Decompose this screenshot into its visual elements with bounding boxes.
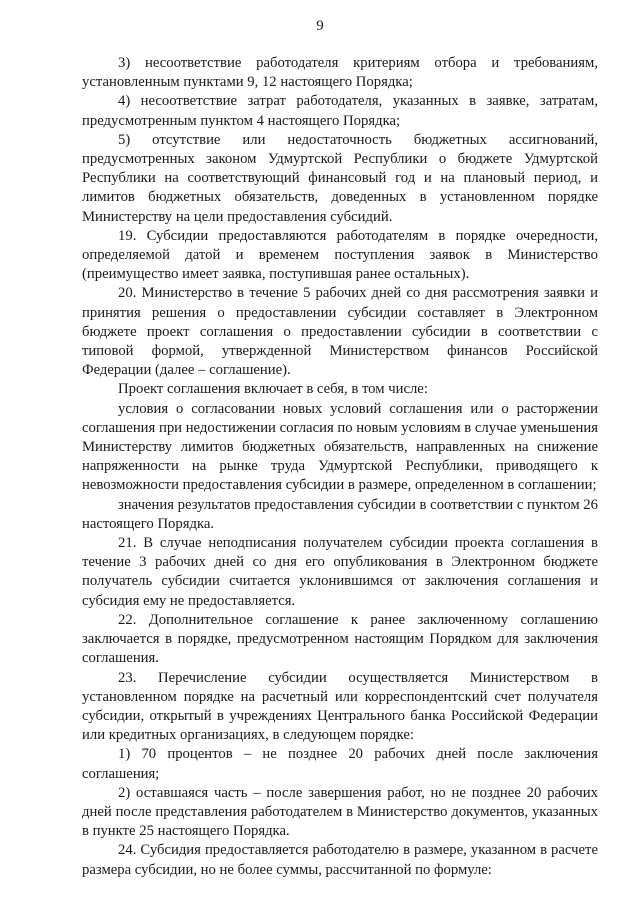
paragraph-item-4: 4) несоответствие затрат работодателя, указанных в заявке, затратам, предусмотренным пунктом 4 настоящего Порядка;	[82, 93, 598, 129]
page-number: 9	[316, 18, 324, 34]
paragraph-payment-1: 1) 70 процентов – не позднее 20 рабочих дней после заключения соглашения;	[82, 746, 598, 782]
paragraph-agreement-conditions: условия о согласовании новых условий соглашения или о расторжении соглашения при недостижении согласия по новым условиям в случае уменьшения Министерству лимитов бюджетных обязательств, направленных на снижение напряженности на рынке труда Удмуртской Республики, приводящего к невозможности предоставления субсидии в размере, определенном в соглашении;	[82, 400, 599, 494]
paragraph-item-5: 5) отсутствие или недостаточность бюджетных ассигнований, предусмотренных законом Удмуртской Республики о бюджете Удмуртской Республики на соответствующий финансовый год и на плановый период, и лимитов бюджетных обязательств, доведенных в установленном порядке Министерству на цели предоставления субсидий.	[82, 131, 598, 225]
paragraph-21: 21. В случае неподписания получателем субсидии проекта соглашения в течение 3 рабочих дней со дня его опубликования в Электронном бюджете получатель субсидии считается уклонившимся от заключения соглашения и субсидия ему не предоставляется.	[82, 535, 598, 609]
paragraph-payment-2: 2) оставшаяся часть – после завершения работ, но не позднее 20 рабочих дней после представления работодателем в Министерство документов, указанных в пункте 25 настоящего Порядка.	[82, 784, 598, 840]
paragraph-19: 19. Субсидии предоставляются работодателям в порядке очередности, определяемой датой и временем поступления заявок в Министерство (преимущество имеет заявка, поступившая ранее остальных).	[82, 227, 598, 283]
paragraph-24: 24. Субсидия предоставляется работодателю в размере, указанном в расчете размера субсидии, но не более суммы, рассчитанной по формуле:	[82, 842, 598, 878]
paragraph-item-3: 3) несоответствие работодателя критериям отбора и требованиям, установленным пунктами 9, 12 настоящего Порядка;	[82, 55, 598, 91]
paragraph-22: 22. Дополнительное соглашение к ранее заключенному соглашению заключается в порядке, предусмотренном настоящим Порядком для заключения соглашения.	[82, 611, 598, 667]
paragraph-23: 23. Перечисление субсидии осуществляется Министерством в установленном порядке на расчетный или корреспондентский счет получателя субсидии, открытый в учреждениях Центрального банка Российской Федерации или кредитных организациях, в следующем порядке:	[82, 669, 598, 744]
paragraph-agreement-results: значения результатов предоставления субсидии в соответствии с пунктом 26 настоящего Порядка.	[82, 496, 598, 532]
paragraph-20: 20. Министерство в течение 5 рабочих дней со дня рассмотрения заявки и принятия решения о предоставлении субсидии составляет в Электронном бюджете проект соглашения о предоставлении субсидии в соответствии с типовой формой, утвержденной Министерством финансов Российской Федерации (далее – соглашение).	[82, 285, 598, 379]
document-body	[82, 54, 598, 880]
paragraph-agreement-intro: Проект соглашения включает в себя, в том числе:	[118, 381, 428, 398]
